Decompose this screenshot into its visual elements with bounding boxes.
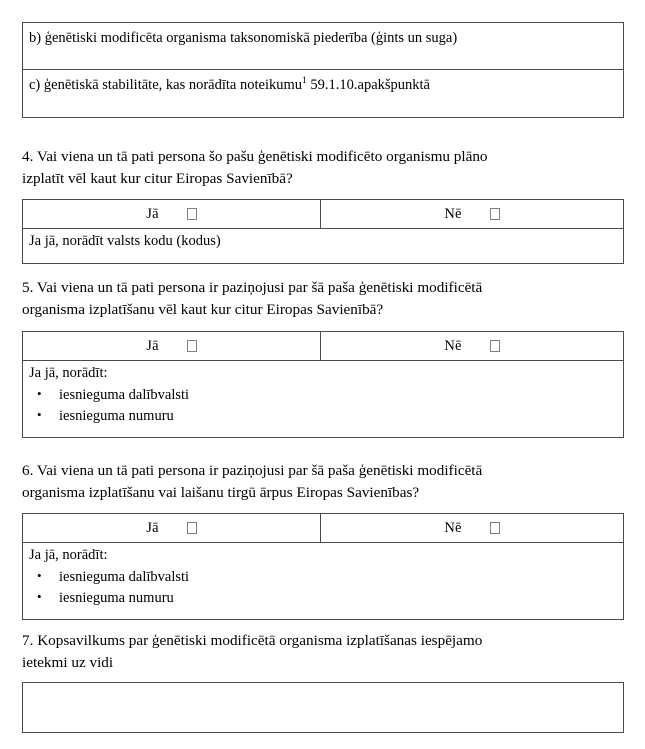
question-4-yesno-row <box>23 200 623 229</box>
question-4-note-cell[interactable] <box>23 229 623 263</box>
question-5-no-checkbox[interactable] <box>490 340 500 352</box>
question-5-line-2: organisma izplatīšanu vēl kaut kur citur Eiropas Savienībā? <box>22 300 384 318</box>
question-7-text <box>22 630 626 673</box>
question-4-answer-table <box>22 199 624 264</box>
row-c-label-after-footnote: 59.1.10.apakšpunktā <box>306 77 430 93</box>
question-6-answer-table <box>22 513 624 620</box>
question-4-text <box>22 146 626 189</box>
row-c-label-before-footnote: c) ģenētiskā stabilitāte, kas norādīta noteikumu <box>29 77 303 93</box>
question-6-yes-checkbox[interactable] <box>187 522 197 534</box>
question-5-no-option[interactable] <box>321 332 623 360</box>
question-4-yes-label: Jā <box>146 205 159 222</box>
table-row-c <box>23 70 623 117</box>
question-5-bullet-list <box>29 388 617 425</box>
question-5-yes-checkbox[interactable] <box>187 340 197 352</box>
question-5-line-1: 5. Vai viena un tā pati persona ir paziņojusi par šā paša ģenētiski modificētā <box>22 279 483 296</box>
question-6-yes-option[interactable] <box>23 514 321 542</box>
question-4-no-label: Nē <box>444 205 462 222</box>
question-5-yes-label: Jā <box>146 337 159 354</box>
list-item: • iesnieguma dalībvalsti <box>29 570 617 586</box>
footnote-marker: 1 <box>302 76 307 87</box>
question-5-answer-table <box>22 331 624 438</box>
question-6-no-label: Nē <box>444 519 462 536</box>
question-4-note-text: Ja jā, norādīt valsts kodu (kodus) <box>29 233 221 249</box>
question-4-line-2: izplatīt vēl kaut kur citur Eiropas Savienībā? <box>22 169 293 187</box>
question-7-answer-box[interactable] <box>22 682 624 733</box>
question-4-yes-option[interactable] <box>23 200 321 228</box>
question-6-line-2: organisma izplatīšanu vai laišanu tirgū ārpus Eiropas Savienības? <box>22 483 420 501</box>
question-6-yesno-row <box>23 514 623 543</box>
question-5-note-cell[interactable] <box>23 361 623 437</box>
question-5-text <box>22 277 626 320</box>
question-6-note-text: Ja jā, norādīt: <box>29 547 108 563</box>
question-4-line-1: 4. Vai viena un tā pati persona šo pašu ģenētiski modificēto organismu plāno <box>22 148 488 165</box>
question-4-no-checkbox[interactable] <box>490 208 500 220</box>
table-row-b <box>23 23 623 70</box>
question-5-yesno-row <box>23 332 623 361</box>
question-6-no-option[interactable] <box>321 514 623 542</box>
question-7-line-2: ietekmi uz vidi <box>22 653 114 671</box>
taxonomy-stability-table <box>22 22 624 118</box>
question-7-line-1: 7. Kopsavilkums par ģenētiski modificētā organisma izplatīšanas iespējamo <box>22 632 483 649</box>
question-6-no-checkbox[interactable] <box>490 522 500 534</box>
question-4-yes-checkbox[interactable] <box>187 208 197 220</box>
row-c-label <box>23 70 623 97</box>
question-6-text <box>22 460 626 503</box>
question-6-note-cell[interactable] <box>23 543 623 619</box>
list-item: • iesnieguma dalībvalsti <box>29 388 617 404</box>
list-item: • iesnieguma numuru <box>29 409 617 425</box>
question-5-yes-option[interactable] <box>23 332 321 360</box>
question-7-answer-value <box>23 683 623 690</box>
question-6-yes-label: Jā <box>146 519 159 536</box>
question-6-bullet-list <box>29 570 617 607</box>
list-item: • iesnieguma numuru <box>29 591 617 607</box>
question-6-line-1: 6. Vai viena un tā pati persona ir paziņojusi par šā paša ģenētiski modificētā <box>22 462 483 479</box>
question-5-note-text: Ja jā, norādīt: <box>29 365 108 381</box>
question-5-no-label: Nē <box>444 337 462 354</box>
question-4-no-option[interactable] <box>321 200 623 228</box>
row-b-label: b) ģenētiski modificēta organisma taksonomiskā piederība (ģints un suga) <box>29 30 458 46</box>
